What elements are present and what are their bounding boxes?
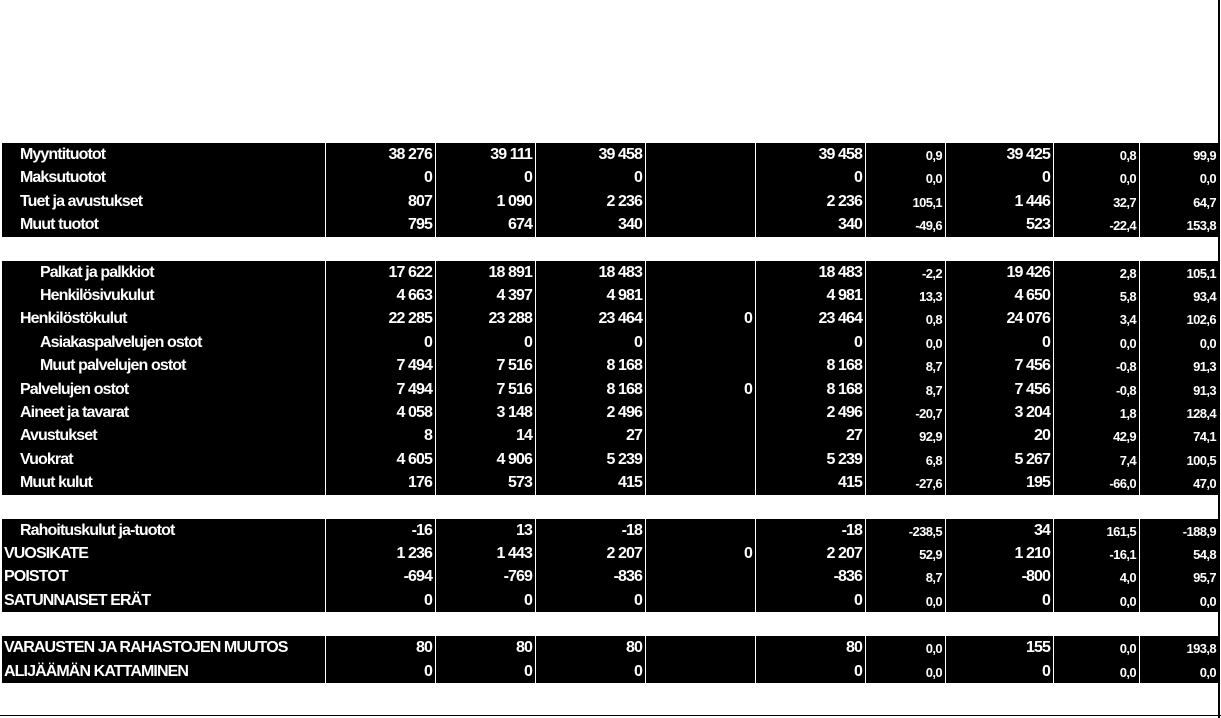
value-cell: 0,0 [925,664,942,680]
value-cell: 195 [1026,474,1050,492]
value-cell: -22,4 [1109,218,1136,234]
value-cell [645,190,755,213]
value-cell: 0,9 [925,148,942,163]
row-label: Muut palvelujen ostot [40,357,186,375]
table-row [2,589,1219,612]
value-cell: 0 [854,169,862,187]
value-cell: 0,0 [925,171,942,187]
value-cell: 340 [838,216,862,234]
value-cell: 193,8 [1186,641,1216,657]
value-cell [645,213,755,236]
value-cell: 4 650 [1014,286,1050,304]
value-cell: -188,9 [1182,523,1216,539]
value-cell: 0,0 [1199,664,1216,680]
right-rule [1218,0,1220,718]
value-cell: -27,6 [915,476,942,492]
value-cell: -20,7 [915,405,942,421]
table-row [2,448,1219,471]
value-cell: -836 [613,568,642,586]
row-label: VARAUSTEN JA RAHASTOJEN MUUTOS [4,639,288,657]
value-cell: 20 [1034,427,1050,445]
value-cell: 0 [524,169,532,187]
table-row [2,261,1219,284]
value-cell: 80 [516,639,532,657]
value-cell: 17 622 [388,263,432,281]
value-cell: 7 494 [396,357,432,375]
value-cell: 7 516 [496,380,532,398]
value-cell: 176 [408,474,432,492]
value-cell: 4 981 [826,286,862,304]
value-cell [645,284,755,307]
value-cell: 8,7 [925,359,942,375]
value-cell: 0 [424,169,432,187]
table-row [2,166,1219,189]
value-cell: 27 [846,427,862,445]
value-cell [645,636,755,659]
value-cell: 0 [744,544,752,562]
value-cell: 0 [424,662,432,680]
row-label: Henkilösivukulut [40,286,154,304]
value-cell: 99,9 [1193,148,1216,163]
value-cell: 14 [516,427,532,445]
value-cell: 0 [1042,591,1050,609]
value-cell: 52,9 [919,546,942,562]
value-cell: 4 058 [396,403,432,421]
row-label: Vuokrat [20,450,73,468]
value-cell: -0,8 [1115,359,1136,375]
value-cell: 39 458 [818,146,862,163]
value-cell: 0,0 [925,593,942,609]
value-cell: 0 [424,333,432,351]
value-cell [645,401,755,424]
value-cell: 4 906 [496,450,532,468]
value-cell: 7,4 [1119,452,1136,468]
value-cell: 0 [634,169,642,187]
value-cell: 93,4 [1193,288,1216,304]
value-cell: 415 [618,474,642,492]
value-cell: -16 [411,521,432,539]
value-cell: 1 210 [1014,544,1050,562]
value-cell: 0,0 [1119,641,1136,657]
value-cell: 128,4 [1186,405,1216,421]
value-cell: 0 [524,662,532,680]
value-cell: 0 [634,333,642,351]
value-cell: 0 [744,380,752,398]
row-label: SATUNNAISET ERÄT [4,591,151,609]
value-cell [645,261,755,284]
value-cell [645,660,755,683]
row-label: Palkat ja palkkiot [40,263,154,281]
value-cell: 7 456 [1014,380,1050,398]
row-label: Rahoituskulut ja-tuotot [20,521,175,539]
table-block [2,261,1219,495]
value-cell: 0 [744,310,752,328]
value-cell: 0 [524,333,532,351]
value-cell: -2,2 [921,265,942,281]
value-cell: 39 425 [1006,146,1050,163]
row-label: Avustukset [20,427,97,445]
value-cell: 54,8 [1193,546,1216,562]
table-row [2,401,1219,424]
value-cell: 795 [408,216,432,234]
value-cell: 1 236 [396,544,432,562]
value-cell [645,331,755,354]
value-cell: -769 [503,568,532,586]
value-cell: 8 [424,427,432,445]
value-cell: 23 464 [818,310,862,328]
table-row [2,307,1219,330]
value-cell: 0,0 [1119,171,1136,187]
value-cell: 18 483 [818,263,862,281]
table-row [2,190,1219,213]
value-cell: 2 207 [826,544,862,562]
table-row [2,331,1219,354]
value-cell: 18 891 [488,263,532,281]
value-cell: 74,1 [1193,429,1216,445]
value-cell: 0,0 [1199,335,1216,351]
value-cell: -16,1 [1109,546,1136,562]
value-cell: 1 443 [496,544,532,562]
value-cell: 100,5 [1186,452,1216,468]
value-cell: 2,8 [1119,265,1136,281]
value-cell: 2 496 [826,403,862,421]
value-cell: 92,9 [919,429,942,445]
table-row [2,284,1219,307]
value-cell: 8,7 [925,570,942,586]
value-cell: 3 148 [496,403,532,421]
value-cell: 13,3 [919,288,942,304]
value-cell: 0,0 [1119,593,1136,609]
row-label: Aineet ja tavarat [20,403,129,421]
value-cell: 39 111 [490,146,532,163]
table-block [2,143,1219,237]
value-cell: 64,7 [1193,194,1216,210]
value-cell [645,143,755,166]
bottom-rule [0,715,1221,716]
value-cell [645,471,755,494]
value-cell: 0 [524,591,532,609]
value-cell: 415 [838,474,862,492]
value-cell: 0 [634,591,642,609]
table-row [2,378,1219,401]
value-cell: 0 [1042,333,1050,351]
value-cell: -0,8 [1115,382,1136,398]
value-cell: 47,0 [1193,476,1216,492]
value-cell: 105,1 [912,194,942,210]
row-label: ALIJÄÄMÄN KATTAMINEN [4,662,189,680]
value-cell: 0,8 [925,312,942,328]
table-row [2,213,1219,236]
value-cell: 8 168 [826,357,862,375]
value-cell: 7 494 [396,380,432,398]
value-cell: 19 426 [1006,263,1050,281]
value-cell: 3 204 [1014,403,1050,421]
table-row [2,660,1219,683]
value-cell: 91,3 [1193,359,1216,375]
value-cell: 0 [424,591,432,609]
value-cell: 8 168 [606,380,642,398]
value-cell [645,424,755,447]
row-label: VUOSIKATE [4,544,89,562]
value-cell [645,519,755,542]
value-cell: 1 090 [496,192,532,210]
value-cell: 340 [618,216,642,234]
value-cell: -836 [833,568,862,586]
row-label: Palvelujen ostot [20,380,129,398]
value-cell: 2 496 [606,403,642,421]
value-cell: 18 483 [598,263,642,281]
value-cell: 4 981 [606,286,642,304]
value-cell: 102,6 [1186,312,1216,328]
value-cell [645,166,755,189]
value-cell [645,354,755,377]
value-cell: 91,3 [1193,382,1216,398]
value-cell: 23 464 [598,310,642,328]
row-label: Muut tuotot [20,216,99,234]
value-cell: 5 239 [826,450,862,468]
value-cell: 4 605 [396,450,432,468]
value-cell: 38 276 [388,146,432,163]
value-cell: 5,8 [1119,288,1136,304]
value-cell [645,565,755,588]
table-block [2,636,1219,683]
value-cell: -66,0 [1109,476,1136,492]
value-cell: -18 [841,521,862,539]
value-cell: 807 [408,192,432,210]
value-cell: -238,5 [908,523,942,539]
table-row [2,354,1219,377]
value-cell: 7 516 [496,357,532,375]
value-cell: 95,7 [1193,570,1216,586]
row-label: Asiakaspalvelujen ostot [40,333,202,351]
row-label: Tuet ja avustukset [20,192,143,210]
value-cell: 4 397 [496,286,532,304]
value-cell: 42,9 [1113,429,1136,445]
row-label: Maksutuotot [20,169,106,187]
value-cell: 32,7 [1113,194,1136,210]
value-cell: -18 [621,521,642,539]
value-cell: 80 [416,639,432,657]
value-cell: 573 [508,474,532,492]
table-row [2,143,1219,166]
value-cell: 0 [634,662,642,680]
value-cell: 34 [1034,521,1050,539]
value-cell [645,448,755,471]
value-cell: 0,0 [1119,335,1136,351]
value-cell: 8,7 [925,382,942,398]
value-cell: 0,0 [925,335,942,351]
row-label: Myyntituotot [20,146,106,163]
value-cell: 674 [508,216,532,234]
value-cell: 0,0 [1119,664,1136,680]
value-cell: 0,0 [925,641,942,657]
value-cell: 0,8 [1119,148,1136,163]
value-cell: 3,4 [1119,312,1136,328]
value-cell: 0,0 [1199,171,1216,187]
table-row [2,542,1219,565]
table-block [2,519,1219,613]
value-cell: 0 [854,333,862,351]
value-cell: 5 239 [606,450,642,468]
table-row [2,636,1219,659]
value-cell: 39 458 [598,146,642,163]
value-cell: 2 236 [826,192,862,210]
value-cell: -49,6 [915,218,942,234]
row-label: POISTOT [4,568,68,586]
value-cell: 1 446 [1014,192,1050,210]
value-cell: 0 [1042,169,1050,187]
value-cell: 6,8 [925,452,942,468]
value-cell: 5 267 [1014,450,1050,468]
value-cell: 105,1 [1186,265,1216,281]
value-cell: 155 [1026,639,1050,657]
value-cell: 523 [1026,216,1050,234]
value-cell: 2 236 [606,192,642,210]
value-cell: -800 [1021,568,1050,586]
value-cell: 8 168 [826,380,862,398]
value-cell: 23 288 [488,310,532,328]
value-cell: 0 [1042,662,1050,680]
value-cell: 2 207 [606,544,642,562]
row-label: Muut kulut [20,474,92,492]
value-cell: 13 [516,521,532,539]
value-cell: 7 456 [1014,357,1050,375]
value-cell: 80 [626,639,642,657]
value-cell: 0 [854,591,862,609]
value-cell [645,589,755,612]
value-cell: 27 [626,427,642,445]
value-cell: 153,8 [1186,218,1216,234]
value-cell: 0,0 [1199,593,1216,609]
value-cell: -694 [403,568,432,586]
value-cell: 8 168 [606,357,642,375]
value-cell: 4 663 [396,286,432,304]
value-cell: 22 285 [388,310,432,328]
row-label: Henkilöstökulut [20,310,127,328]
value-cell: 161,5 [1106,523,1136,539]
table-row [2,424,1219,447]
value-cell: 4,0 [1119,570,1136,586]
value-cell: 0 [854,662,862,680]
table-row [2,519,1219,542]
value-cell: 24 076 [1006,310,1050,328]
table-row [2,565,1219,588]
value-cell: 80 [846,639,862,657]
value-cell: 1,8 [1119,405,1136,421]
table-row [2,471,1219,494]
